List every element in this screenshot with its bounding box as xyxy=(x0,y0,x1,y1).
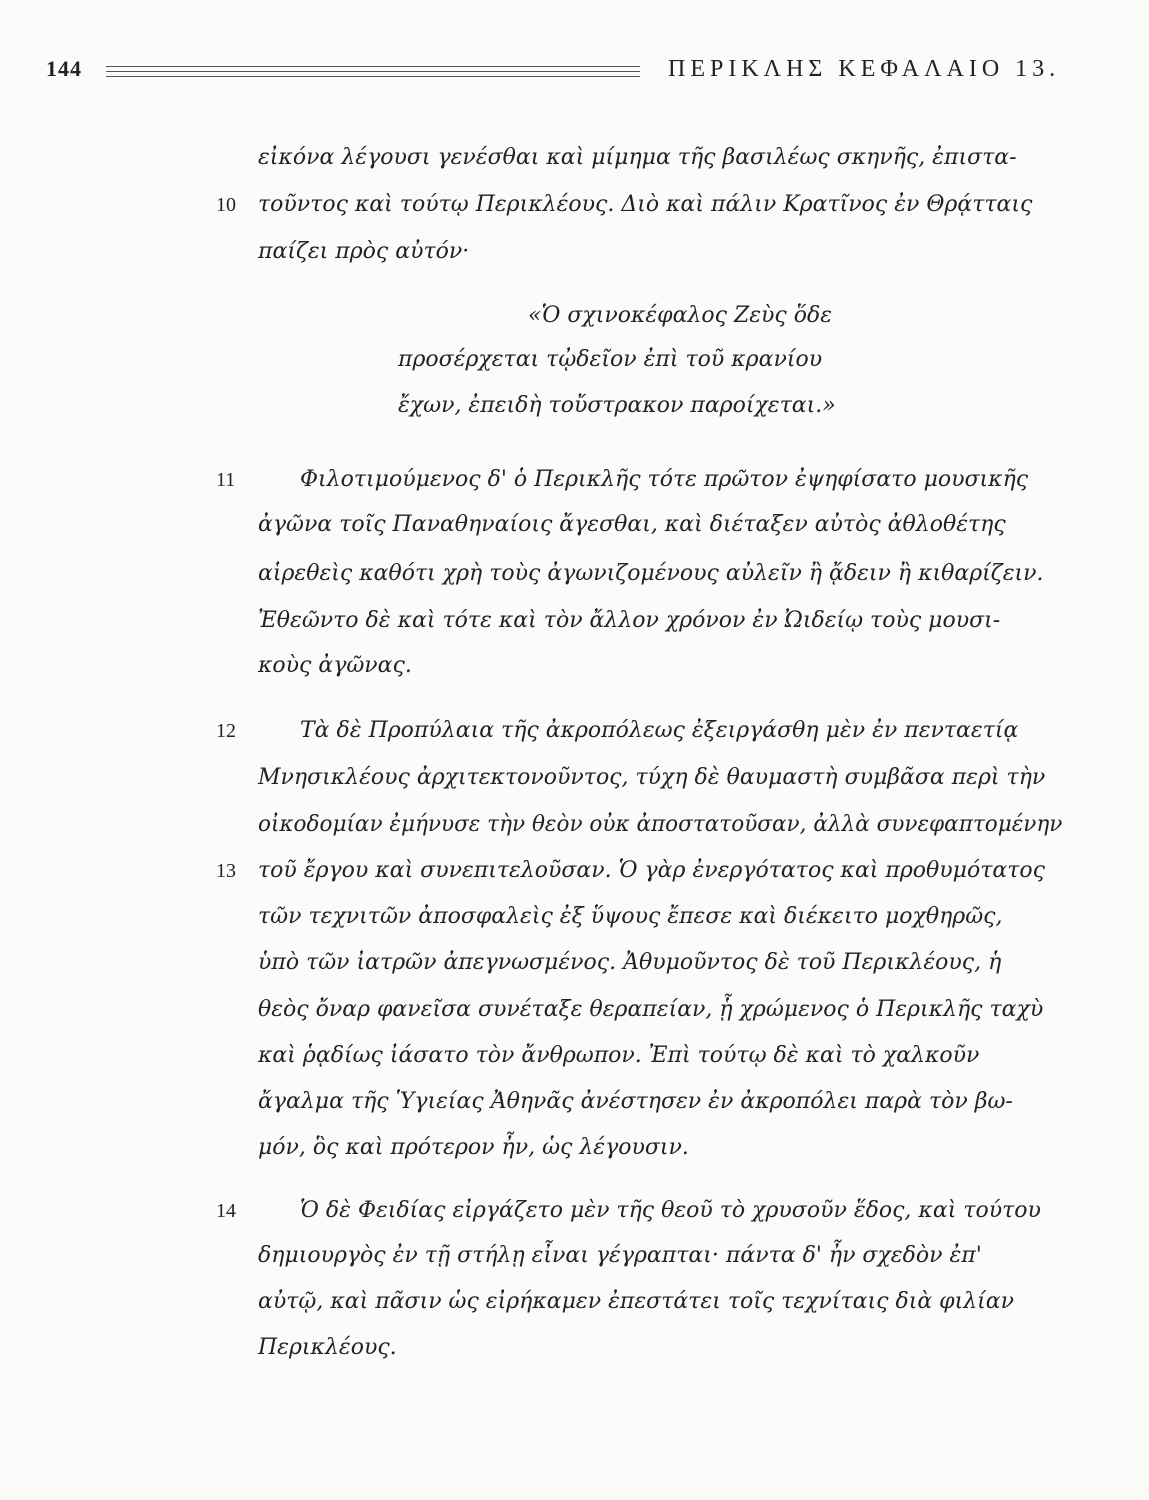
text-line: δημιουργὸς ἐν τῇ στήλῃ εἶναι γέγραπται· πάντα δ' ἦν σχεδὸν ἐπ' xyxy=(258,1243,982,1268)
text-line: ἄγαλμα τῆς Ὑγιείας Ἀθηνᾶς ἀνέστησεν ἐν ἀκροπόλει παρὰ τὸν βω- xyxy=(258,1089,1013,1114)
text-line: ὑπὸ τῶν ἰατρῶν ἀπεγνωσμένος. Ἀθυμοῦντος δὲ τοῦ Περικλέους, ἡ xyxy=(258,950,1002,975)
text-line: εἰκόνα λέγουσι γενέσθαι καὶ μίμημα τῆς βασιλέως σκηνῆς, ἐπιστα- xyxy=(258,145,1017,170)
text-line: καὶ ῥᾳδίως ἰάσατο τὸν ἄνθρωπον. Ἐπὶ τούτῳ δὲ καὶ τὸ χαλκοῦν xyxy=(258,1043,980,1068)
text-line: οἰκοδομίαν ἐμήνυσε τὴν θεὸν οὐκ ἀποστατοῦσαν, ἀλλὰ συνεφαπτομένην xyxy=(258,812,1063,837)
line-number: 13 xyxy=(216,860,236,882)
line-number: 12 xyxy=(216,720,236,742)
text-line: κοὺς ἀγῶνας. xyxy=(258,653,412,678)
text-line: τοῦ ἔργου καὶ συνεπιτελοῦσαν. Ὁ γὰρ ἐνεργότατος καὶ προθυμότατος xyxy=(258,858,1045,883)
page-number: 144 xyxy=(46,56,82,81)
line-number: 10 xyxy=(216,194,236,216)
header-rule xyxy=(106,76,640,77)
text-line: μόν, ὃς καὶ πρότερον ἦν, ὡς λέγουσιν. xyxy=(258,1135,689,1160)
running-title: ΠΕΡΙΚΛΗΣ ΚΕΦΑΛΑΙΟ 13. xyxy=(668,56,1061,82)
header-rule xyxy=(106,66,640,67)
text-line: ἀγῶνα τοῖς Παναθηναίοις ἄγεσθαι, καὶ διέταξεν αὐτὸς ἀθλοθέτης xyxy=(258,512,1006,537)
header-rule xyxy=(106,71,640,72)
text-line: θεὸς ὄναρ φανεῖσα συνέταξε θεραπείαν, ᾗ χρώμενος ὁ Περικλῆς ταχὺ xyxy=(258,997,1044,1022)
line-number: 14 xyxy=(216,1200,236,1222)
page-header xyxy=(46,56,1070,96)
text-line: τοῦντος καὶ τούτῳ Περικλέους. Διὸ καὶ πάλιν Κρατῖνος ἐν Θρᾴτταις xyxy=(258,192,1033,217)
text-line: Ἐθεῶντο δὲ καὶ τότε καὶ τὸν ἄλλον χρόνον ἐν Ὠιδείῳ τοὺς μουσι- xyxy=(258,608,1001,633)
text-line: αἱρεθεὶς καθότι χρὴ τοὺς ἀγωνιζομένους αὐλεῖν ἢ ᾄδειν ἢ κιθαρίζειν. xyxy=(258,561,1044,586)
text-line: Ὁ δὲ Φειδίας εἰργάζετο μὲν τῆς θεοῦ τὸ χρυσοῦν ἕδος, καὶ τούτου xyxy=(300,1198,1041,1223)
verse-line: ἔχων, ἐπειδὴ τοὔστρακον παροίχεται.» xyxy=(398,393,836,418)
verse-line: «Ὁ σχινοκέφαλος Ζεὺς ὅδε xyxy=(528,303,833,328)
verse-line: προσέρχεται τᾠδεῖον ἐπὶ τοῦ κρανίου xyxy=(398,347,823,372)
text-line: Περικλέους. xyxy=(258,1335,397,1360)
text-line: Μνησικλέους ἀρχιτεκτονοῦντος, τύχη δὲ θαυμαστὴ συμβᾶσα περὶ τὴν xyxy=(258,765,1046,790)
text-line: παίζει πρὸς αὐτόν· xyxy=(258,239,470,264)
text-line: Φιλοτιμούμενος δ' ὁ Περικλῆς τότε πρῶτον ἐψηφίσατο μουσικῆς xyxy=(300,467,1029,492)
text-line: αὐτῷ, καὶ πᾶσιν ὡς εἰρήκαμεν ἐπεστάτει τοῖς τεχνίταις διὰ φιλίαν xyxy=(258,1289,1015,1314)
text-line: Τὰ δὲ Προπύλαια τῆς ἀκροπόλεως ἐξειργάσθη μὲν ἐν πενταετίᾳ xyxy=(300,718,1019,743)
text-line: τῶν τεχνιτῶν ἀποσφαλεὶς ἐξ ὕψους ἔπεσε καὶ διέκειτο μοχθηρῶς, xyxy=(258,904,1003,929)
line-number: 11 xyxy=(216,469,236,491)
